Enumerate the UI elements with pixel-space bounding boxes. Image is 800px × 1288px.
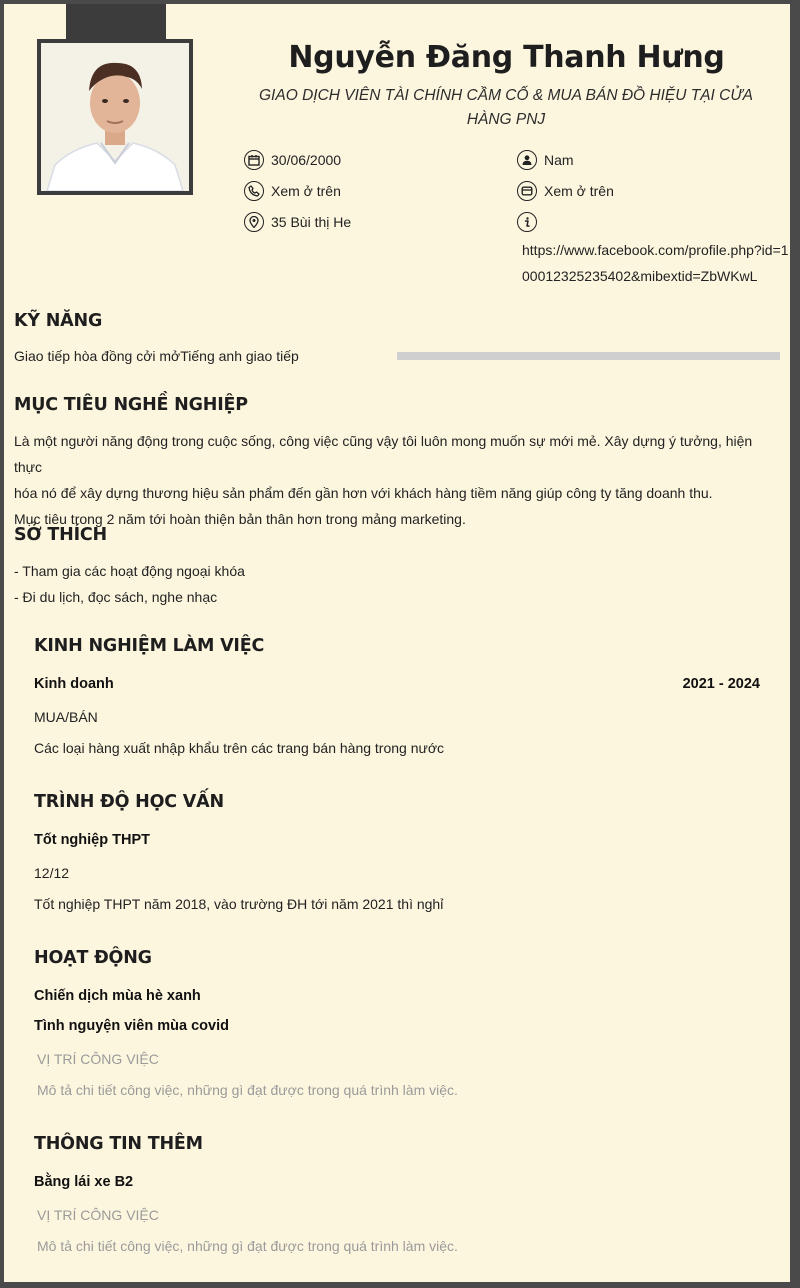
hobbies-heading: SỞ THÍCH bbox=[14, 525, 107, 545]
address-value: 35 Bùi thị He bbox=[271, 214, 352, 230]
birthday-row bbox=[244, 150, 341, 170]
experience-description: Các loại hàng xuất nhập khẩu trên các trang bán hàng trong nước bbox=[34, 740, 445, 756]
additional-heading: THÔNG TIN THÊM bbox=[34, 1134, 203, 1154]
website-value[interactable]: https://www.facebook.com/profile.php?id=100012325235402&mibextid=ZbWKwL bbox=[522, 242, 789, 284]
education-heading: TRÌNH ĐỘ HỌC VẤN bbox=[34, 792, 224, 812]
skill-level-bar bbox=[397, 352, 780, 360]
experience-heading: KINH NGHIỆM LÀM VIỆC bbox=[34, 636, 265, 656]
phone-value: Xem ở trên bbox=[271, 183, 341, 199]
experience-company: Kinh doanh bbox=[34, 676, 114, 692]
activity-description-placeholder: Mô tả chi tiết công việc, những gì đạt được trong quá trình làm việc. bbox=[37, 1082, 458, 1098]
birthday-value: 30/06/2000 bbox=[271, 152, 342, 168]
skill-name: Giao tiếp hòa đồng cởi mởTiếng anh giao tiếp bbox=[14, 348, 299, 364]
hobbies-list bbox=[14, 558, 245, 610]
phone-row bbox=[244, 181, 341, 201]
info-icon bbox=[517, 212, 537, 232]
email-row bbox=[517, 181, 614, 201]
hobby-item: - Tham gia các hoạt động ngoại khóa bbox=[14, 563, 245, 579]
activity-org: Chiến dịch mùa hè xanh bbox=[34, 988, 201, 1004]
activities-heading: HOẠT ĐỘNG bbox=[34, 948, 152, 968]
location-icon bbox=[244, 212, 264, 232]
additional-description-placeholder: Mô tả chi tiết công việc, những gì đạt được trong quá trình làm việc. bbox=[37, 1238, 458, 1254]
website-row bbox=[517, 212, 544, 232]
education-description: Tốt nghiệp THPT năm 2018, vào trường ĐH tới năm 2021 thì nghỉ bbox=[34, 896, 444, 912]
user-icon bbox=[517, 150, 537, 170]
avatar bbox=[37, 39, 193, 195]
experience-period: 2021 - 2024 bbox=[682, 676, 760, 692]
objective-heading: MỤC TIÊU NGHỀ NGHIỆP bbox=[14, 395, 248, 415]
activity-role: Tình nguyện viên mùa covid bbox=[34, 1018, 229, 1034]
address-row bbox=[244, 212, 351, 232]
experience-position: MUA/BÁN bbox=[34, 709, 98, 725]
calendar-icon bbox=[244, 150, 264, 170]
job-title: GIAO DỊCH VIÊN TÀI CHÍNH CẦM CỐ & MUA BÁN ĐỒ HIỆU TẠI CỬA HÀNG PNJ bbox=[259, 87, 753, 128]
cv-page bbox=[4, 4, 790, 1282]
objective-line: hóa nó để xây dựng thương hiệu sản phẩm đến gần hơn với khách hàng tiềm năng giúp công ty tăng doanh thu. bbox=[14, 485, 713, 501]
hobby-item: - Đi du lịch, đọc sách, nghe nhạc bbox=[14, 589, 218, 605]
objective-line: Là một người năng động trong cuộc sống, công việc cũng vậy tôi luôn mong muốn sự mới mẻ. Xây dựng ý tưởng, hiện thực bbox=[14, 433, 753, 475]
objective-text bbox=[14, 428, 784, 532]
gender-row bbox=[517, 150, 574, 170]
decorative-tab bbox=[66, 4, 166, 40]
education-school: Tốt nghiệp THPT bbox=[34, 832, 150, 848]
additional-position-placeholder: VỊ TRÍ CÔNG VIỆC bbox=[37, 1207, 159, 1223]
education-grade: 12/12 bbox=[34, 865, 70, 881]
email-value: Xem ở trên bbox=[544, 183, 614, 199]
additional-title: Bằng lái xe B2 bbox=[34, 1174, 134, 1190]
candidate-name: Nguyễn Đăng Thanh Hưng bbox=[288, 40, 725, 75]
skills-heading: KỸ NĂNG bbox=[14, 311, 103, 331]
objective-line: Mục tiêu trong 2 năm tới hoàn thiện bản thân hơn trong mảng marketing. bbox=[14, 511, 466, 527]
gender-value: Nam bbox=[544, 152, 574, 168]
phone-icon bbox=[244, 181, 264, 201]
email-icon bbox=[517, 181, 537, 201]
activity-position-placeholder: VỊ TRÍ CÔNG VIỆC bbox=[37, 1051, 159, 1067]
